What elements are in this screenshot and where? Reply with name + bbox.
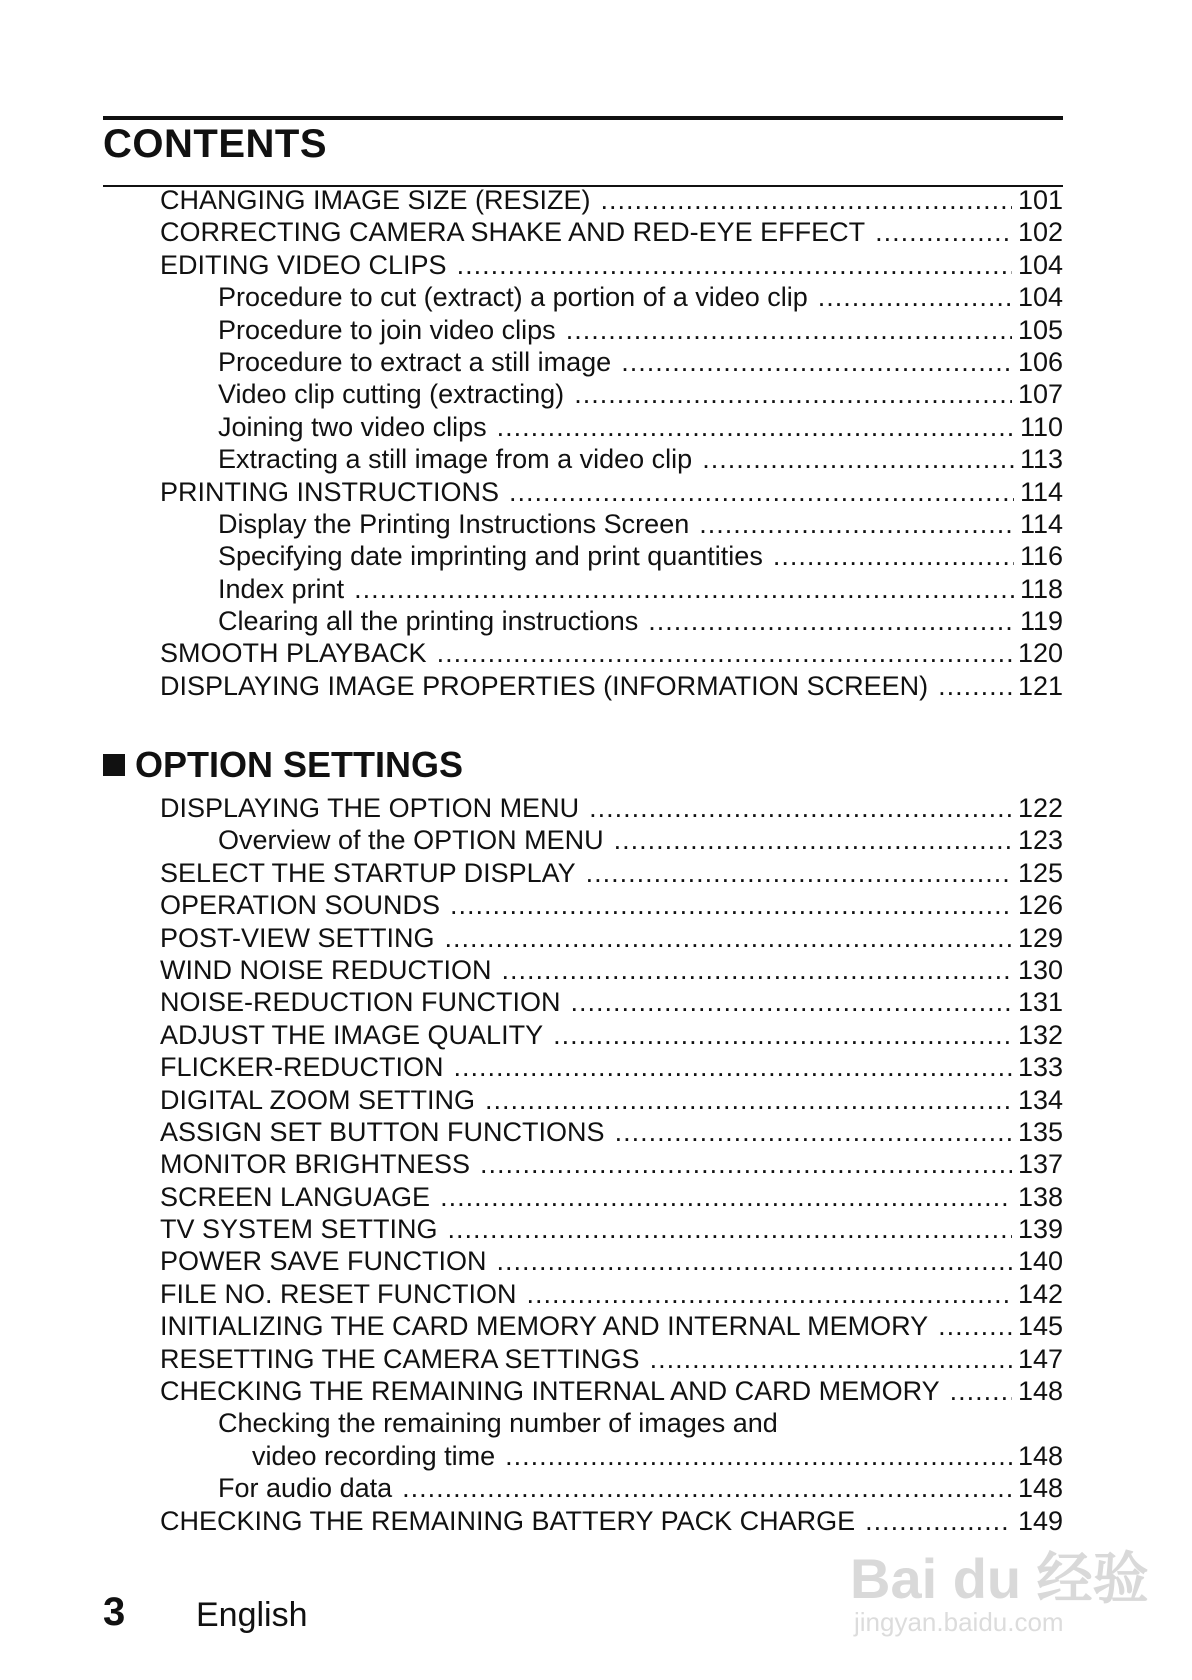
dot-leader [615,1116,1012,1148]
toc-entry-title: EDITING VIDEO CLIPS [160,249,447,280]
toc-entry-page: 133 [1017,1052,1063,1083]
toc-entry[interactable] [160,605,1063,637]
toc-entry[interactable] [160,216,1063,248]
toc-entry-page: 104 [1017,282,1063,313]
toc-entry[interactable] [160,792,1063,824]
toc-entry-page: 147 [1017,1343,1063,1374]
toc-entry-page: 145 [1017,1311,1063,1342]
page-number: 3 [103,1590,126,1634]
toc-entry[interactable] [160,857,1063,889]
toc-entry-title: DIGITAL ZOOM SETTING [160,1084,476,1115]
toc-entry-title: Joining two video clips [218,411,487,442]
toc-entry-title: Procedure to cut (extract) a portion of a video clip [218,282,808,313]
toc-entry[interactable] [160,1116,1063,1148]
dot-leader [586,857,1012,889]
dot-leader [448,1213,1012,1245]
toc-entry-page: 148 [1017,1376,1063,1407]
dot-leader [445,922,1012,954]
dot-leader [485,1084,1012,1116]
dot-leader [818,281,1012,313]
toc-entry[interactable] [160,1505,1063,1537]
toc-entry-title: PRINTING INSTRUCTIONS [160,476,500,507]
toc-entry-page: 134 [1017,1084,1063,1115]
toc-entry-page: 135 [1017,1116,1063,1147]
toc-entry-title: For audio data [218,1473,393,1504]
top-rule [103,116,1063,120]
toc-entry[interactable] [160,889,1063,921]
toc-entry[interactable] [160,573,1063,605]
toc-entry[interactable] [160,314,1063,346]
page-title: CONTENTS [103,122,327,166]
toc-entry[interactable] [160,1440,1063,1472]
dot-leader [454,1051,1012,1083]
toc-list-part2 [160,792,1063,1537]
toc-entry-page: 123 [1017,825,1063,856]
toc-entry-page: 148 [1017,1440,1063,1471]
toc-entry-title: SELECT THE STARTUP DISPLAY [160,857,576,888]
toc-entry-title: WIND NOISE REDUCTION [160,954,492,985]
toc-entry-title: INITIALIZING THE CARD MEMORY AND INTERNAL MEMORY [160,1311,929,1342]
toc-entry-page: 139 [1017,1214,1063,1245]
toc-entry-page: 129 [1017,922,1063,953]
toc-entry-page: 130 [1017,954,1063,985]
toc-entry-title: MONITOR BRIGHTNESS [160,1149,471,1180]
toc-entry[interactable] [160,1084,1063,1116]
dot-leader [621,346,1012,378]
toc-entry-title: OPERATION SOUNDS [160,890,441,921]
toc-entry-page: 125 [1017,857,1063,888]
toc-entry-page: 132 [1017,1019,1063,1050]
dot-leader [440,1181,1012,1213]
toc-entry-page: 140 [1017,1246,1063,1277]
dot-leader [648,605,1014,637]
toc-entry-title: CORRECTING CAMERA SHAKE AND RED-EYE EFFECT [160,217,866,248]
dot-leader [574,378,1012,410]
toc-entry-page: 102 [1017,217,1063,248]
toc-entry-page: 149 [1017,1505,1063,1536]
toc-entry-page: 119 [1019,606,1063,637]
dot-leader [354,573,1014,605]
watermark-url: jingyan.baidu.com [854,1607,1064,1637]
section-heading-label: OPTION SETTINGS [135,744,464,785]
dot-leader [497,1245,1012,1277]
toc-entry[interactable] [160,1278,1063,1310]
toc-entry[interactable] [160,1310,1063,1342]
toc-entry[interactable] [160,1375,1063,1407]
dot-leader [527,1278,1012,1310]
toc-entry[interactable] [160,1245,1063,1277]
dot-leader [480,1148,1012,1180]
toc-entry-title: Procedure to extract a still image [218,346,612,377]
toc-entry-title: RESETTING THE CAMERA SETTINGS [160,1343,640,1374]
toc-entry-page: 105 [1017,314,1063,345]
toc-entry[interactable] [160,184,1063,216]
dot-leader [773,540,1014,572]
toc-entry-page: 137 [1017,1149,1063,1180]
toc-entry[interactable] [160,249,1063,281]
toc-entry-title: Video clip cutting (extracting) [218,379,565,410]
toc-entry-page: 122 [1017,793,1063,823]
dot-leader [402,1472,1012,1504]
toc-entry[interactable] [160,1407,1063,1439]
toc-entry-page: 101 [1017,185,1063,215]
toc-entry[interactable] [160,1148,1063,1180]
toc-entry-page: 106 [1017,346,1063,377]
toc-entry[interactable] [160,670,1063,702]
toc-entry[interactable] [160,508,1063,540]
toc-entry[interactable] [160,476,1063,508]
toc-entry[interactable] [160,540,1063,572]
toc-entry-page: 116 [1019,541,1063,572]
toc-entry-title: CHANGING IMAGE SIZE (RESIZE) [160,185,591,215]
toc-entry[interactable] [160,637,1063,669]
toc-entry-page: 126 [1017,890,1063,921]
section-heading-option-settings [103,744,463,786]
dot-leader [650,1343,1012,1375]
dot-leader [614,824,1012,856]
dot-leader [505,1440,1012,1472]
toc-entry-page: 114 [1019,508,1063,539]
dot-leader [601,184,1012,216]
dot-leader [950,1375,1012,1407]
dot-leader [457,249,1012,281]
toc-entry[interactable] [160,346,1063,378]
dot-leader [502,954,1012,986]
toc-entry[interactable] [160,378,1063,410]
baidu-watermark [850,1535,1170,1645]
toc-entry-title: POST-VIEW SETTING [160,922,435,953]
toc-entry-title: POWER SAVE FUNCTION [160,1246,487,1277]
toc-entry[interactable] [160,1019,1063,1051]
toc-entry-page: 114 [1019,476,1063,507]
dot-leader [509,476,1014,508]
footer-language: English [196,1596,308,1634]
toc-list-part1 [160,184,1063,702]
toc-entry-title: CHECKING THE REMAINING BATTERY PACK CHARGE [160,1505,856,1536]
toc-entry-title: DISPLAYING IMAGE PROPERTIES (INFORMATION SCREEN) [160,670,929,701]
toc-entry-title: NOISE-REDUCTION FUNCTION [160,987,561,1018]
watermark-logo: Bai du 经验 [850,1547,1149,1610]
toc-entry[interactable] [160,1181,1063,1213]
toc-entry-title: CHECKING THE REMAINING INTERNAL AND CARD MEMORY [160,1376,940,1407]
toc-entry-page: 120 [1017,638,1063,669]
toc-entry[interactable] [160,1343,1063,1375]
dot-leader [875,216,1012,248]
toc-entry-page: 121 [1017,670,1063,701]
toc-entry[interactable] [160,1472,1063,1504]
toc-entry-title: ADJUST THE IMAGE QUALITY [160,1019,544,1050]
toc-entry-page: 131 [1017,987,1063,1018]
dot-leader [497,411,1014,443]
toc-entry-title: TV SYSTEM SETTING [160,1214,438,1245]
toc-entry-page: 142 [1017,1278,1063,1309]
dot-leader [571,986,1012,1018]
toc-entry[interactable] [160,954,1063,986]
dot-leader [702,443,1014,475]
toc-entry-title: video recording time [252,1440,496,1471]
dot-leader [938,1310,1012,1342]
toc-entry-title: Extracting a still image from a video clip [218,444,693,475]
toc-entry-title: Overview of the OPTION MENU [218,825,604,856]
dot-leader [589,792,1012,824]
toc-entry-title: FLICKER-REDUCTION [160,1052,444,1083]
toc-entry[interactable] [160,443,1063,475]
dot-leader [437,637,1012,669]
dot-leader [865,1505,1012,1537]
toc-entry-title: Index print [218,573,345,604]
toc-entry[interactable] [160,922,1063,954]
square-bullet-icon [103,754,125,776]
toc-entry-page: 110 [1019,411,1063,442]
toc-entry-title: Specifying date imprinting and print quantities [218,541,763,572]
toc-entry-title: Procedure to join video clips [218,314,556,345]
toc-entry-title: SMOOTH PLAYBACK [160,638,427,669]
toc-entry[interactable] [160,411,1063,443]
toc-entry-title: SCREEN LANGUAGE [160,1181,431,1212]
toc-entry-page: 148 [1017,1473,1063,1504]
toc-entry-title: DISPLAYING THE OPTION MENU [160,793,580,823]
toc-entry[interactable] [160,824,1063,856]
toc-entry-title: FILE NO. RESET FUNCTION [160,1278,517,1309]
toc-entry-title: Clearing all the printing instructions [218,606,639,637]
dot-leader [566,314,1012,346]
toc-entry[interactable] [160,1051,1063,1083]
dot-leader [553,1019,1012,1051]
toc-entry-title: Checking the remaining number of images and [218,1408,778,1439]
toc-entry-page: 118 [1019,573,1063,604]
dot-leader [938,670,1012,702]
toc-entry[interactable] [160,986,1063,1018]
toc-entry-page: 104 [1017,249,1063,280]
toc-entry[interactable] [160,281,1063,313]
dot-leader [450,889,1012,921]
dot-leader [699,508,1014,540]
toc-entry[interactable] [160,1213,1063,1245]
toc-entry-page: 107 [1017,379,1063,410]
toc-entry-page: 138 [1017,1181,1063,1212]
toc-entry-page: 113 [1019,444,1063,475]
toc-entry-title: Display the Printing Instructions Screen [218,508,690,539]
toc-entry-title: ASSIGN SET BUTTON FUNCTIONS [160,1116,605,1147]
